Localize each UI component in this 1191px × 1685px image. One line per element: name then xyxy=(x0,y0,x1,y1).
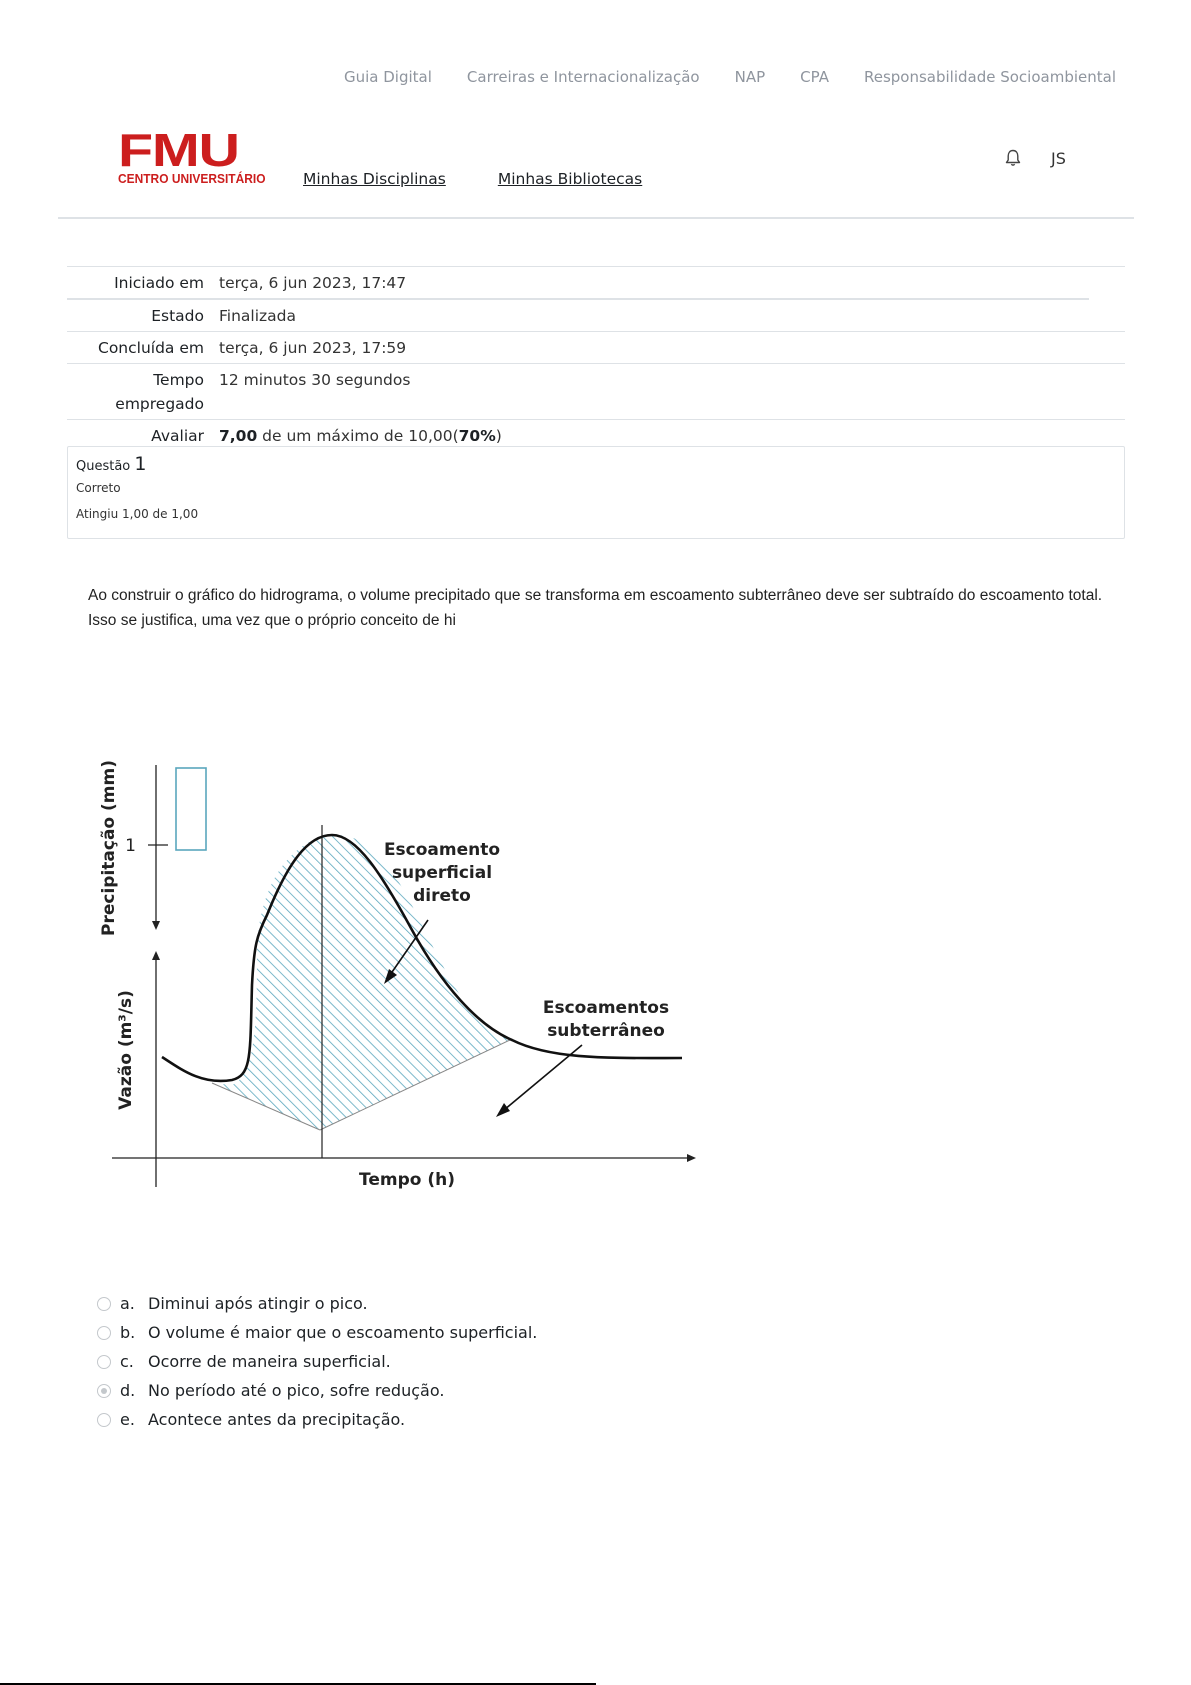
label-direct-3: direto xyxy=(413,886,471,906)
flow-axis-label: Vazão (m³/s) xyxy=(116,990,136,1110)
value: terça, 6 jun 2023, 17:47 xyxy=(219,274,407,292)
hydrograph-figure xyxy=(92,755,712,1200)
option-letter: e. xyxy=(120,1410,135,1429)
main-nav xyxy=(303,170,642,188)
answer-option-c[interactable] xyxy=(97,1347,537,1376)
option-text: No período até o pico, sofre redução. xyxy=(148,1381,445,1400)
fmu-logo[interactable] xyxy=(118,124,266,186)
attempt-summary xyxy=(67,266,1125,451)
radio-b[interactable] xyxy=(97,1326,111,1340)
radio-a[interactable] xyxy=(97,1297,111,1311)
value: terça, 6 jun 2023, 17:59 xyxy=(219,339,407,357)
question-number xyxy=(76,453,1116,475)
question-info-box xyxy=(67,446,1125,539)
option-letter: c. xyxy=(120,1352,134,1371)
summary-row-state xyxy=(67,298,1089,331)
answer-options xyxy=(97,1289,537,1434)
bell-icon[interactable] xyxy=(1003,148,1023,168)
answer-option-b[interactable] xyxy=(97,1318,537,1347)
summary-row-completed xyxy=(67,331,1125,363)
grade-score: 7,00 xyxy=(219,427,258,445)
radio-c[interactable] xyxy=(97,1355,111,1369)
top-links xyxy=(344,68,1116,86)
question-label: Questão xyxy=(76,459,135,474)
link-nap[interactable]: NAP xyxy=(734,68,766,86)
option-text: O volume é maior que o escoamento superficial. xyxy=(148,1323,538,1342)
label: Iniciado em xyxy=(114,274,204,292)
question-state: Correto xyxy=(76,481,121,495)
option-text: Ocorre de maneira superficial. xyxy=(148,1352,391,1371)
header-divider xyxy=(58,217,1134,219)
precip-axis-label: Precipitação (mm) xyxy=(99,760,119,936)
question-text: Ao construir o gráfico do hidrograma, o volume precipitado que se transforma em escoamento subterrâneo deve ser subtraído do escoamento total. Isso se justifica, uma vez que o próprio conceito de hi xyxy=(88,587,1103,629)
link-cpa[interactable]: CPA xyxy=(800,68,829,86)
option-letter: d. xyxy=(120,1381,136,1400)
option-letter: a. xyxy=(120,1294,135,1313)
label-base-1: Escoamentos xyxy=(542,998,670,1018)
header-right xyxy=(1003,148,1066,168)
option-text: Acontece antes da precipitação. xyxy=(148,1410,406,1429)
logo-main: FMU xyxy=(118,124,239,176)
question-mark: Atingiu 1,00 de 1,00 xyxy=(76,507,199,521)
value: Finalizada xyxy=(219,307,297,325)
nav-minhas-disciplinas[interactable]: Minhas Disciplinas xyxy=(303,170,446,188)
logo-sub: CENTRO UNIVERSITÁRIO xyxy=(118,171,266,186)
summary-row-time xyxy=(67,363,1125,419)
grade-end: ) xyxy=(495,427,502,445)
link-carreiras[interactable]: Carreiras e Internacionalização xyxy=(466,68,700,86)
label: Concluída em xyxy=(98,339,204,357)
option-letter: b. xyxy=(120,1323,136,1342)
user-menu[interactable]: JS xyxy=(1051,148,1066,168)
label-line-2: empregado xyxy=(115,395,204,413)
label: Estado xyxy=(151,307,204,325)
label: Avaliar xyxy=(151,427,204,445)
value: 12 minutos 30 segundos xyxy=(219,371,411,389)
link-guia-digital[interactable]: Guia Digital xyxy=(344,68,432,86)
label xyxy=(67,368,219,416)
label-direct-2: superficial xyxy=(391,863,493,883)
answer-option-a[interactable] xyxy=(97,1289,537,1318)
label-direct-1: Escoamento xyxy=(383,840,501,860)
radio-d[interactable] xyxy=(97,1384,111,1398)
summary-row-started xyxy=(67,266,1125,298)
grade-percent: 70% xyxy=(458,427,496,445)
time-axis-label: Tempo (h) xyxy=(359,1170,455,1190)
label-line-1: Tempo xyxy=(153,371,204,389)
precip-tick: 1 xyxy=(125,836,136,856)
grade-text: de um máximo de 10,00( xyxy=(257,427,459,445)
link-responsabilidade[interactable]: Responsabilidade Socioambiental xyxy=(863,68,1116,86)
value xyxy=(219,424,502,448)
option-text: Diminui após atingir o pico. xyxy=(148,1294,368,1313)
question-num: 1 xyxy=(134,453,147,475)
answer-option-d[interactable] xyxy=(97,1376,537,1405)
hydrograph-svg xyxy=(92,755,712,1200)
label-base-2: subterrâneo xyxy=(547,1021,665,1041)
answer-option-e[interactable] xyxy=(97,1405,537,1434)
radio-e[interactable] xyxy=(97,1413,111,1427)
nav-minhas-bibliotecas[interactable]: Minhas Bibliotecas xyxy=(497,170,643,188)
